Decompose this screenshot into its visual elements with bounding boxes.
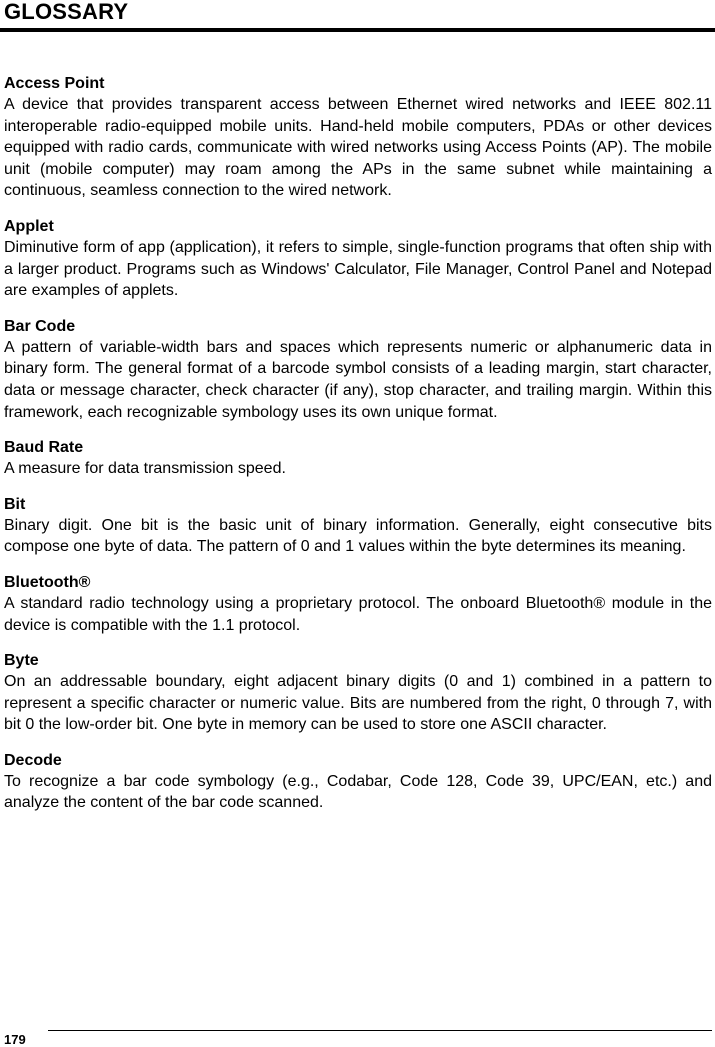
glossary-definition: To recognize a bar code symbology (e.g., Codabar, Code 128, Code 39, UPC/EAN, etc.) and analyze the content of the bar code scanned. bbox=[4, 772, 712, 812]
glossary-entry-bit bbox=[4, 495, 712, 558]
glossary-definition: A measure for data transmission speed. bbox=[4, 460, 286, 478]
glossary-entry-decode bbox=[4, 751, 712, 814]
glossary-list bbox=[4, 74, 712, 829]
glossary-entry-baud-rate bbox=[4, 438, 712, 480]
glossary-entry-applet bbox=[4, 217, 712, 302]
glossary-term: Bar Code bbox=[4, 317, 76, 335]
glossary-definition: On an addressable boundary, eight adjacent binary digits (0 and 1) combined in a pattern to represent a specific character or numeric value. Bits are numbered from the right, 0 through 7, with bit 0 the low-order bit. One byte in memory can be used to store one ASCII character. bbox=[4, 673, 712, 734]
glossary-definition: Binary digit. One bit is the basic unit of binary information. Generally, eight consecutive bits compose one byte of data. The pattern of 0 and 1 values within the byte determines its meaning. bbox=[4, 516, 712, 556]
footer-rule bbox=[48, 1030, 712, 1031]
glossary-entry-access-point bbox=[4, 74, 712, 202]
glossary-entry-bluetooth bbox=[4, 573, 712, 636]
glossary-term: Decode bbox=[4, 751, 62, 769]
header-rule bbox=[0, 28, 715, 32]
glossary-definition: A device that provides transparent access between Ethernet wired networks and IEEE 802.11 interoperable radio-equipped mobile units. Hand-held mobile computers, PDAs or other devices equipped with radio cards, communicate with wired networks using Access Points (AP). The mobile unit (mobile computer) may roam among the APs in the same subnet while maintaining a continuous, seamless connection to the wired network. bbox=[4, 96, 712, 200]
page-title: GLOSSARY bbox=[4, 0, 129, 24]
glossary-entry-byte bbox=[4, 651, 712, 736]
glossary-term: Bluetooth® bbox=[4, 573, 91, 591]
page-number: 179 bbox=[4, 1032, 26, 1047]
glossary-term: Access Point bbox=[4, 75, 105, 92]
glossary-term: Baud Rate bbox=[4, 439, 84, 457]
glossary-definition: A pattern of variable-width bars and spaces which represents numeric or alphanumeric data in binary form. The general format of a barcode symbol consists of a leading margin, start character, data or message character, check character (if any), stop character, and trailing margin. Within this framework, each recognizable symbology uses its own unique format. bbox=[4, 338, 712, 421]
glossary-definition: Diminutive form of app (application), it refers to simple, single-function programs that often ship with a larger product. Programs such as Windows' Calculator, File Manager, Control Panel and Notepad are examples of applets. bbox=[4, 238, 712, 300]
glossary-entry-bar-code bbox=[4, 317, 712, 423]
glossary-term: Applet bbox=[4, 217, 54, 235]
glossary-term: Bit bbox=[4, 495, 26, 513]
glossary-definition: A standard radio technology using a proprietary protocol. The onboard Bluetooth® module in the device is compatible with the 1.1 protocol. bbox=[4, 594, 712, 634]
glossary-term: Byte bbox=[4, 652, 39, 670]
